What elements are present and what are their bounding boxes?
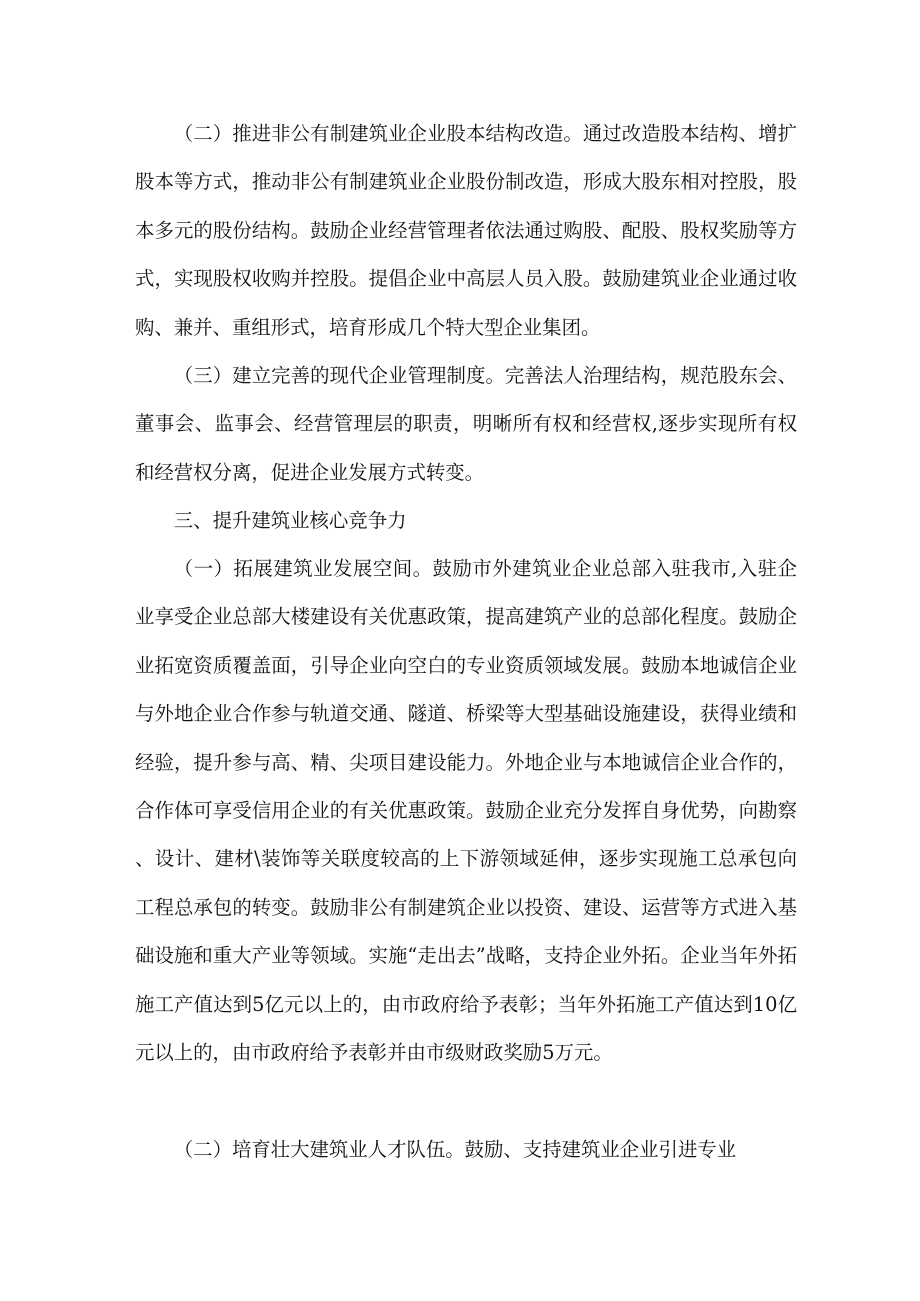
paragraph-modern-management-system: （三）建立完善的现代企业管理制度。完善法人治理结构，规范股东会、董事会、监事会、经营管理层的职责，明晰所有权和经营权,逐步实现所有权和经营权分离，促进企业发展方式转变。 [135,364,797,484]
paragraph-talent-team: （二）培育壮大建筑业人才队伍。鼓励、支持建筑业企业引进专业 [173,1138,737,1161]
paragraph-expand-development-space: （一）拓展建筑业发展空间。鼓励市外建筑业企业总部入驻我市,入驻企业享受企业总部大楼建设有关优惠政策，提高建筑产业的总部化程度。鼓励企业拓宽资质覆盖面，引导企业向空白的专业资质领域发展。鼓励本地诚信企业与外地企业合作参与轨道交通、隧道、桥梁等大型基础设施建设，获得业绩和经验，提升参与高、精、尖项目建设能力。外地企业与本地诚信企业合作的，合作体可享受信用企业的有关优惠政策。鼓励企业充分发挥自身优势，向勘察、设计、建材\装饰等关联度较高的上下游领域延伸，逐步实现施工总承包向工程总承包的转变。鼓励非公有制建筑企业以投资、建设、运营等方式进入基础设施和重大产业等领域。实施“走出去”战略，支持企业外拓。企业当年外拓施工产值达到5亿元以上的，由市政府给予表彰；当年外拓施工产值达到10亿元以上的，由市政府给予表彰并由市级财政奖励5万元。 [135,557,797,1065]
paragraph-equity-structure-reform: （二）推进非公有制建筑业企业股本结构改造。通过改造股本结构、增扩股本等方式，推动非公有制建筑业企业股份制改造，形成大股东相对控股，股本多元的股份结构。鼓励企业经营管理者依法通过购股、配股、股权奖励等方式，实现股权收购并控股。提倡企业中高层人员入股。鼓励建筑业企业通过收购、兼并、重组形式，培育形成几个特大型企业集团。 [135,122,797,339]
section-heading-core-competitiveness: 三、提升建筑业核心竞争力 [173,509,407,532]
